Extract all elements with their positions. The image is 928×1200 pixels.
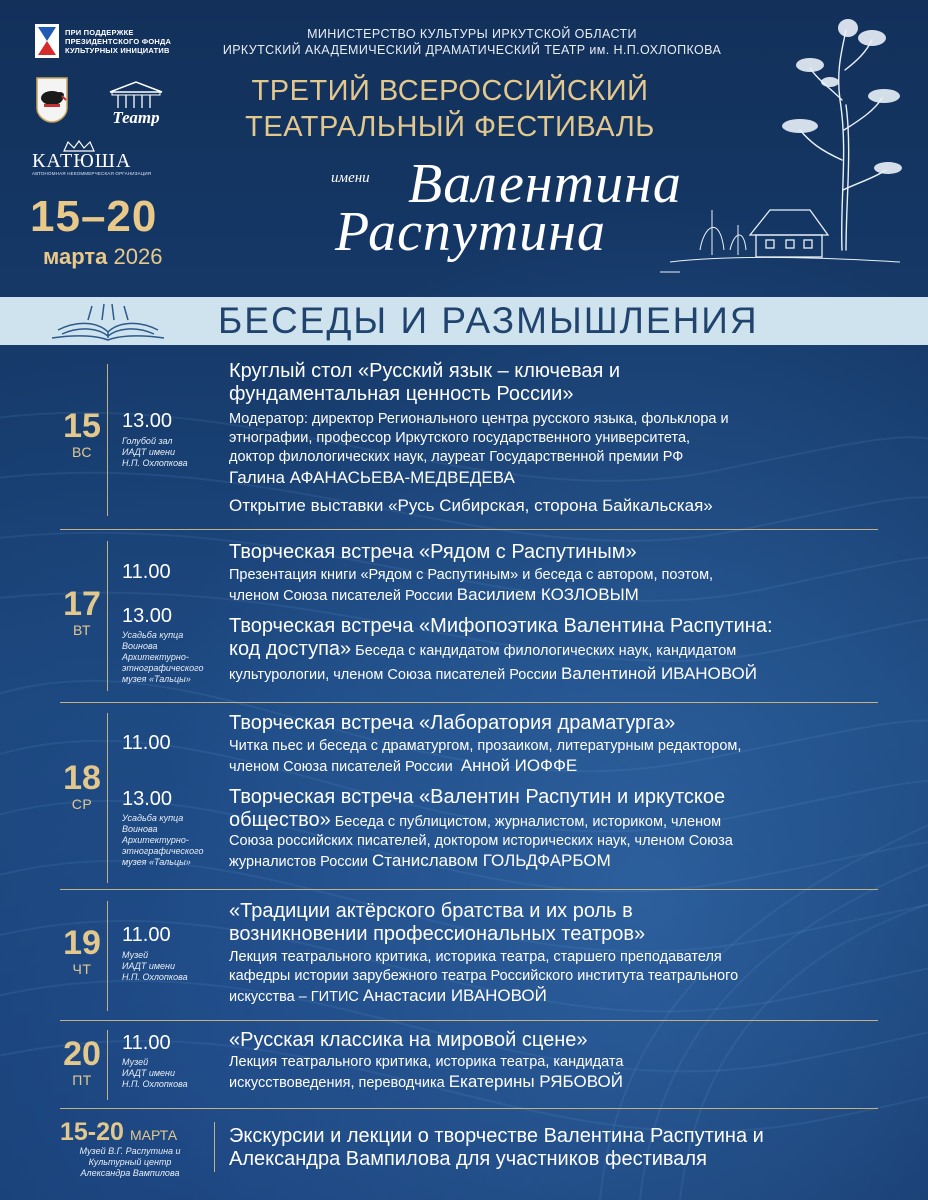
text-line: Модератор: директор Регионального центра русского языка, фольклора и <box>229 411 729 427</box>
venue-line: Н.П. Охлопкова <box>122 1079 188 1089</box>
venue-line: Воинова <box>122 641 158 651</box>
text-line: членом Союза писателей России <box>229 759 453 775</box>
crown-icon <box>62 140 96 152</box>
festival-title-line-1: ТРЕТИЙ ВСЕРОССИЙСКИЙ <box>251 75 649 107</box>
final-venue <box>60 1146 200 1179</box>
title-line: Круглый стол «Русский язык – ключевая и <box>229 360 621 382</box>
day-number: 15 <box>63 407 101 445</box>
venue-line: Усадьба купца <box>122 813 184 823</box>
sponsor-line-3: КУЛЬТУРНЫХ ИНИЦИАТИВ <box>65 45 170 55</box>
day-19 <box>60 925 104 977</box>
venue-line: музея «Тальцы» <box>122 857 191 867</box>
event-time: 13.00 <box>122 410 173 432</box>
event-description <box>229 737 741 777</box>
final-dates: 15-20 <box>60 1118 124 1146</box>
event-title <box>229 360 620 406</box>
theatre-line: ИРКУТСКИЙ АКАДЕМИЧЕСКИЙ ДРАМАТИЧЕСКИЙ ТЕАТР им. Н.П.ОХЛОПКОВА <box>222 43 722 57</box>
text-line: членом Союза писателей России <box>229 588 453 604</box>
name-first: Валентина <box>408 153 682 215</box>
event-description <box>229 1053 623 1093</box>
final-month: МАРТА <box>129 1127 178 1143</box>
katyusha-subtitle: АВТОНОМНАЯ НЕКОММЕРЧЕСКАЯ ОРГАНИЗАЦИЯ <box>32 171 152 176</box>
event-title <box>229 615 773 638</box>
presidential-fund-logo-icon <box>35 24 59 58</box>
text-line: искусства – ГИТИС <box>229 989 359 1005</box>
event-title: «Русская классика на мировой сцене» <box>229 1029 588 1051</box>
venue-line: Музей <box>122 950 149 960</box>
venue-line: Архитектурно- <box>122 652 189 662</box>
title-line: общество» <box>229 809 331 831</box>
person-name: Екатерины РЯБОВОЙ <box>448 1072 623 1091</box>
section-title: БЕСЕДЫ И РАЗМЫШЛЕНИЯ <box>218 300 759 341</box>
day-number: 20 <box>63 1035 101 1073</box>
day-18 <box>60 760 104 812</box>
venue-line: Воинова <box>122 824 158 834</box>
venue-line: Архитектурно- <box>122 835 189 845</box>
event-time: 11.00 <box>122 1032 171 1054</box>
person-name: Галина АФАНАСЬЕВА-МЕДВЕДЕВА <box>229 468 515 487</box>
text-line: Лекция театрального критика, историка театра, старшего преподавателя <box>229 949 722 965</box>
separator <box>60 1020 878 1021</box>
organizers <box>212 26 732 58</box>
text-line: доктор филологических наук, лауреат Государственной премии РФ <box>229 449 684 465</box>
divider <box>107 901 108 1011</box>
day-of-week: СР <box>71 796 93 812</box>
person-name: Анной ИОФФЕ <box>460 756 578 775</box>
day-number: 18 <box>63 759 101 797</box>
event-title: Творческая встреча «Рядом с Распутиным» <box>229 541 637 563</box>
imeni-label: имени <box>331 170 370 186</box>
event-time: 13.00 <box>122 788 173 810</box>
divider <box>214 1122 215 1172</box>
person-name: Валентиной ИВАНОВОЙ <box>561 664 757 683</box>
katyusha-name: КАТЮША <box>32 150 132 172</box>
text-line: кафедры истории зарубежного театра Российского института театрального <box>229 968 739 984</box>
text-line: Лекция театрального критика, историка театра, кандидата <box>229 1054 624 1070</box>
festival-month-year <box>43 244 162 270</box>
teatr-logo-icon <box>104 78 168 126</box>
event-title <box>229 900 645 946</box>
day-of-week: ВТ <box>73 622 91 638</box>
sponsor-line-2: ПРЕЗИДЕНТСКОГО ФОНДА <box>65 36 172 46</box>
final-date-range <box>60 1118 177 1147</box>
title-line: «Традиции актёрского братства и их роль в <box>229 900 633 922</box>
separator <box>60 529 878 530</box>
title-line: код доступа» <box>229 638 352 660</box>
venue-line: Александра Вампилова <box>80 1168 180 1178</box>
festival-month: марта <box>43 244 108 269</box>
event-venue <box>122 1057 188 1090</box>
text-line: этнографии, профессор Иркутского государственного университета, <box>229 430 691 446</box>
day-20 <box>60 1036 104 1088</box>
festival-title <box>180 73 720 145</box>
sponsor-line-1: ПРИ ПОДДЕРЖКЕ <box>65 27 134 37</box>
venue-line: ИАДТ имени <box>122 1068 176 1078</box>
divider <box>107 713 108 883</box>
text-line: Читка пьес и беседа с драматургом, прозаиком, литературным редактором, <box>229 738 742 754</box>
event-venue <box>122 950 188 983</box>
venue-line: Усадьба купца <box>122 630 184 640</box>
event-title <box>229 786 725 809</box>
final-event-title <box>229 1125 764 1171</box>
name-last: Распутина <box>335 201 607 263</box>
festival-title-line-2: ТЕАТРАЛЬНЫЙ ФЕСТИВАЛЬ <box>245 111 655 143</box>
text-line: искусствоведения, переводчика <box>229 1075 445 1091</box>
day-of-week: ЧТ <box>72 961 92 977</box>
event-time: 11.00 <box>122 561 171 583</box>
event-venue <box>122 813 204 868</box>
event-description <box>229 811 733 872</box>
event-description <box>229 948 738 1007</box>
day-of-week: ВС <box>72 444 92 460</box>
festival-year: 2026 <box>113 244 163 269</box>
event-time: 11.00 <box>122 732 171 754</box>
event-venue <box>122 436 188 469</box>
person-name: Анастасии ИВАНОВОЙ <box>362 986 547 1005</box>
venue-line: музея «Тальцы» <box>122 674 191 684</box>
venue-line: Музей <box>122 1057 149 1067</box>
exhibition-opening: Открытие выставки «Русь Сибирская, сторона Байкальская» <box>229 496 713 515</box>
text-line: культурологии, членом Союза писателей России <box>229 667 558 683</box>
venue-line: ИАДТ имени <box>122 447 176 457</box>
katyusha-logo <box>32 150 151 176</box>
teatr-logo-text: Театр <box>112 108 160 126</box>
festival-dates: 15–20 <box>30 192 158 241</box>
ministry-line: МИНИСТЕРСТВО КУЛЬТУРЫ ИРКУТСКОЙ ОБЛАСТИ <box>307 27 637 41</box>
venue-line: Н.П. Охлопкова <box>122 972 188 982</box>
irkutsk-coat-of-arms-icon <box>35 76 69 124</box>
venue-line: этнографического <box>122 846 204 856</box>
separator <box>60 702 878 703</box>
sponsor-block <box>35 24 195 58</box>
venue-line: этнографического <box>122 663 204 673</box>
venue-line: Н.П. Охлопкова <box>122 458 188 468</box>
sponsor-text <box>65 28 195 55</box>
venue-line: ИАДТ имени <box>122 961 176 971</box>
event-time: 13.00 <box>122 605 173 627</box>
event-venue <box>122 630 204 685</box>
event-title: Творческая встреча «Лаборатория драматурга» <box>229 712 676 734</box>
text-line: журналистов России <box>229 854 368 870</box>
person-name: Василием КОЗЛОВЫМ <box>456 585 639 604</box>
day-number: 17 <box>63 585 101 623</box>
venue-line: Голубой зал <box>122 436 173 446</box>
divider <box>107 364 108 516</box>
event-time: 11.00 <box>122 924 171 946</box>
day-of-week: ПТ <box>72 1072 92 1088</box>
tree-landscape-illustration <box>660 10 910 280</box>
text-line: Беседа с кандидатом филологических наук, кандидатом <box>355 643 737 659</box>
event-description <box>229 566 713 606</box>
divider <box>107 1030 108 1100</box>
separator <box>60 1108 878 1109</box>
title-line: фундаментальная ценность России» <box>229 383 574 405</box>
divider <box>107 541 108 691</box>
title-line: Экскурсии и лекции о творчестве Валентина Распутина и <box>229 1125 764 1147</box>
day-15 <box>60 408 104 460</box>
text-line: Презентация книги «Рядом с Распутиным» и беседа с автором, поэтом, <box>229 567 714 583</box>
open-book-icon <box>48 300 168 342</box>
venue-line: Музей В.Г. Распутина и <box>79 1146 181 1156</box>
text-line: Союза российских писателей, доктором исторических наук, членом Союза <box>229 833 733 849</box>
event-description <box>229 410 729 489</box>
person-name: Станиславом ГОЛЬДФАРБОМ <box>372 851 611 870</box>
title-line: Творческая встреча «Мифопоэтика Валентина Распутина: <box>229 615 773 637</box>
day-number: 19 <box>63 924 101 962</box>
title-line: возникновении профессиональных театров» <box>229 923 646 945</box>
separator <box>60 889 878 890</box>
title-line: Александра Вампилова для участников фестиваля <box>229 1148 707 1170</box>
day-17 <box>60 586 104 638</box>
text-line: Беседа с публицистом, журналистом, историком, членом <box>334 814 722 830</box>
venue-line: Культурный центр <box>88 1157 172 1167</box>
event-description <box>229 640 757 685</box>
title-line: Творческая встреча «Валентин Распутин и иркутское <box>229 786 726 808</box>
